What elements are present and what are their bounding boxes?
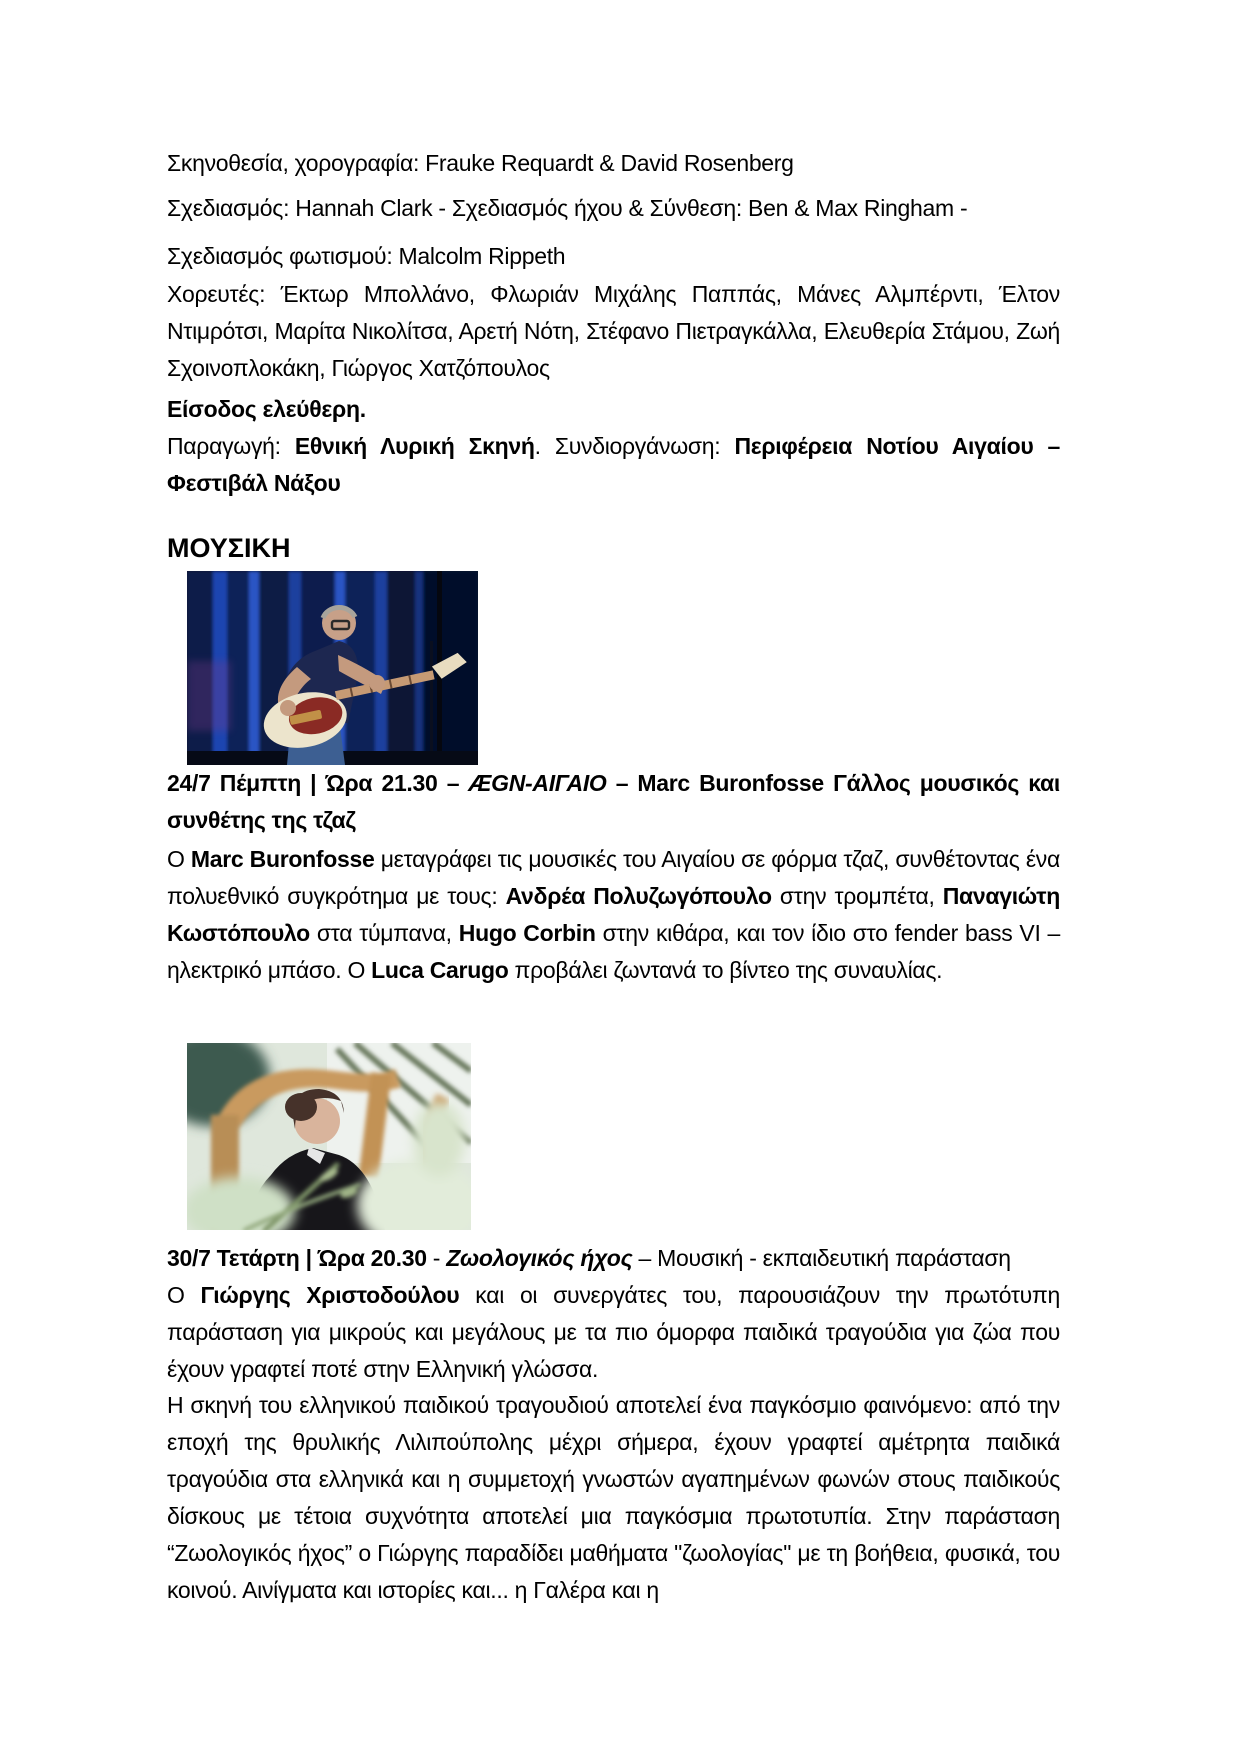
text-run: στην τρομπέτα, [771,883,943,909]
section-heading-music: ΜΟΥΣΙΚΗ [167,533,291,563]
text-run: προβάλει ζωντανά το βίντεο της συναυλίας. [508,957,943,983]
event1-name: ÆGN-ΑΙΓΑΙΟ [468,770,607,796]
event1-subtitle: – Marc Buronfosse Γάλλος μουσικός και συνθέτης της τζαζ [167,770,1060,833]
coorganization-label: . Συνδιοργάνωση: [534,433,735,459]
credits-dancers-paragraph: Χορευτές: Έκτωρ Μπολλάνο, Φλωριάν Μιχάλης Παππάς, Μάνες Αλμπέρντι, Έλτον Ντιμρότσι, Μαρίτα Νικολίτσα, Αρετή Νότη, Στέφανο Πιετραγκάλλα, Ελευθερία Στάμου, Ζωή Σχοινοπλοκάκη, Γιώργος Χατζόπουλος [167,281,1060,381]
event2-subtitle: – Μουσική - εκπαιδευτική παράσταση [632,1245,1011,1271]
text-run: - [426,1245,447,1271]
event2-body-paragraph-2: Η σκηνή του ελληνικού παιδικού τραγουδιού αποτελεί ένα παγκόσμιο φαινόμενο: από την εποχή της θρυλικής Λιλιπούπολης μέχρι σήμερα, έχουν γραφτεί αμέτρητα παιδικά τραγούδια στα ελληνικά και η συμμετοχή γνωστών αγαπημένων φωνών στους παιδικούς δίσκους με τέτοια συχνότητα αποτελεί μια παγκόσμια πρωτοτυπία. Στην παράσταση “Ζωολογικός ήχος” ο Γιώργης παραδίδει μαθήματα "ζωολογίας" με τη βοήθεια, φυσικά, του κοινού. Αινίγματα και ιστορίες και... η Γαλέρα και η [167,1392,1060,1603]
coorganizer-name: Περιφέρεια Νοτίου Αιγαίου – Φεστιβάλ Νάξου [167,433,1060,496]
credits-design-line: Σχεδιασμός: Hannah Clark - Σχεδιασμός ήχου & Σύνθεση: Ben & Max Ringham - [167,195,968,221]
event2-body-paragraph-1 [167,1277,1060,1388]
free-entry-line: Είσοδος ελεύθερη. [167,396,366,422]
event2-datetime: 30/7 Τετάρτη | Ώρα 20.30 [167,1245,427,1271]
bass-player-illustration [187,571,478,765]
event1-datetime: 24/7 Πέμπτη | Ώρα 21.30 – [167,770,469,796]
credits-direction-line: Σκηνοθεσία, χορογραφία: Frauke Requardt & David Rosenberg [167,150,794,176]
event2-title [167,1240,1060,1277]
credits-lighting-line: Σχεδιασμός φωτισμού: Malcolm Rippeth [167,243,566,269]
event1-body-paragraph [167,841,1060,989]
name-panagiotis-kostopoulos: Παναγιώτη Κωστόπουλο [167,883,1060,946]
event2-name: Ζωολογικός ήχος [446,1245,633,1271]
name-andreas-polyzogopoulos: Ανδρέα Πολυζωγόπουλο [505,883,772,909]
production-paragraph [167,428,1060,502]
text-run: Ο [167,846,191,872]
portrait-illustration [187,1043,471,1230]
name-marc-buronfosse: Marc Buronfosse [190,846,375,872]
event1-photo-bass-player [187,571,478,765]
production-label: Παραγωγή: [167,433,295,459]
name-luca-carugo: Luca Carugo [371,957,509,983]
text-run: και οι συνεργάτες του, παρουσιάζουν την πρωτότυπη παράσταση για μικρούς και μεγάλους με τα πιο όμορφα παιδικά τραγούδια για ζώα που έχουν γραφτεί ποτέ στην Ελληνική γλώσσα. [167,1282,1060,1382]
event2-photo-portrait [187,1043,471,1230]
event1-title [167,765,1060,839]
text-run: στα τύμπανα, [309,920,459,946]
name-hugo-corbin: Hugo Corbin [458,920,596,946]
production-producer: Εθνική Λυρική Σκηνή [294,433,535,459]
text-run: στην κιθάρα, και τον ίδιο στο fender bass VI – ηλεκτρικό μπάσο. Ο [167,920,1061,983]
text-run: Ο [167,1282,201,1308]
name-giorgis-christodoulou: Γιώργης Χριστοδούλου [200,1282,460,1308]
text-run: μεταγράφει τις μουσικές του Αιγαίου σε φόρμα τζαζ, συνθέτοντας ένα πολυεθνικό συγκρότημα με τους: [167,846,1060,909]
